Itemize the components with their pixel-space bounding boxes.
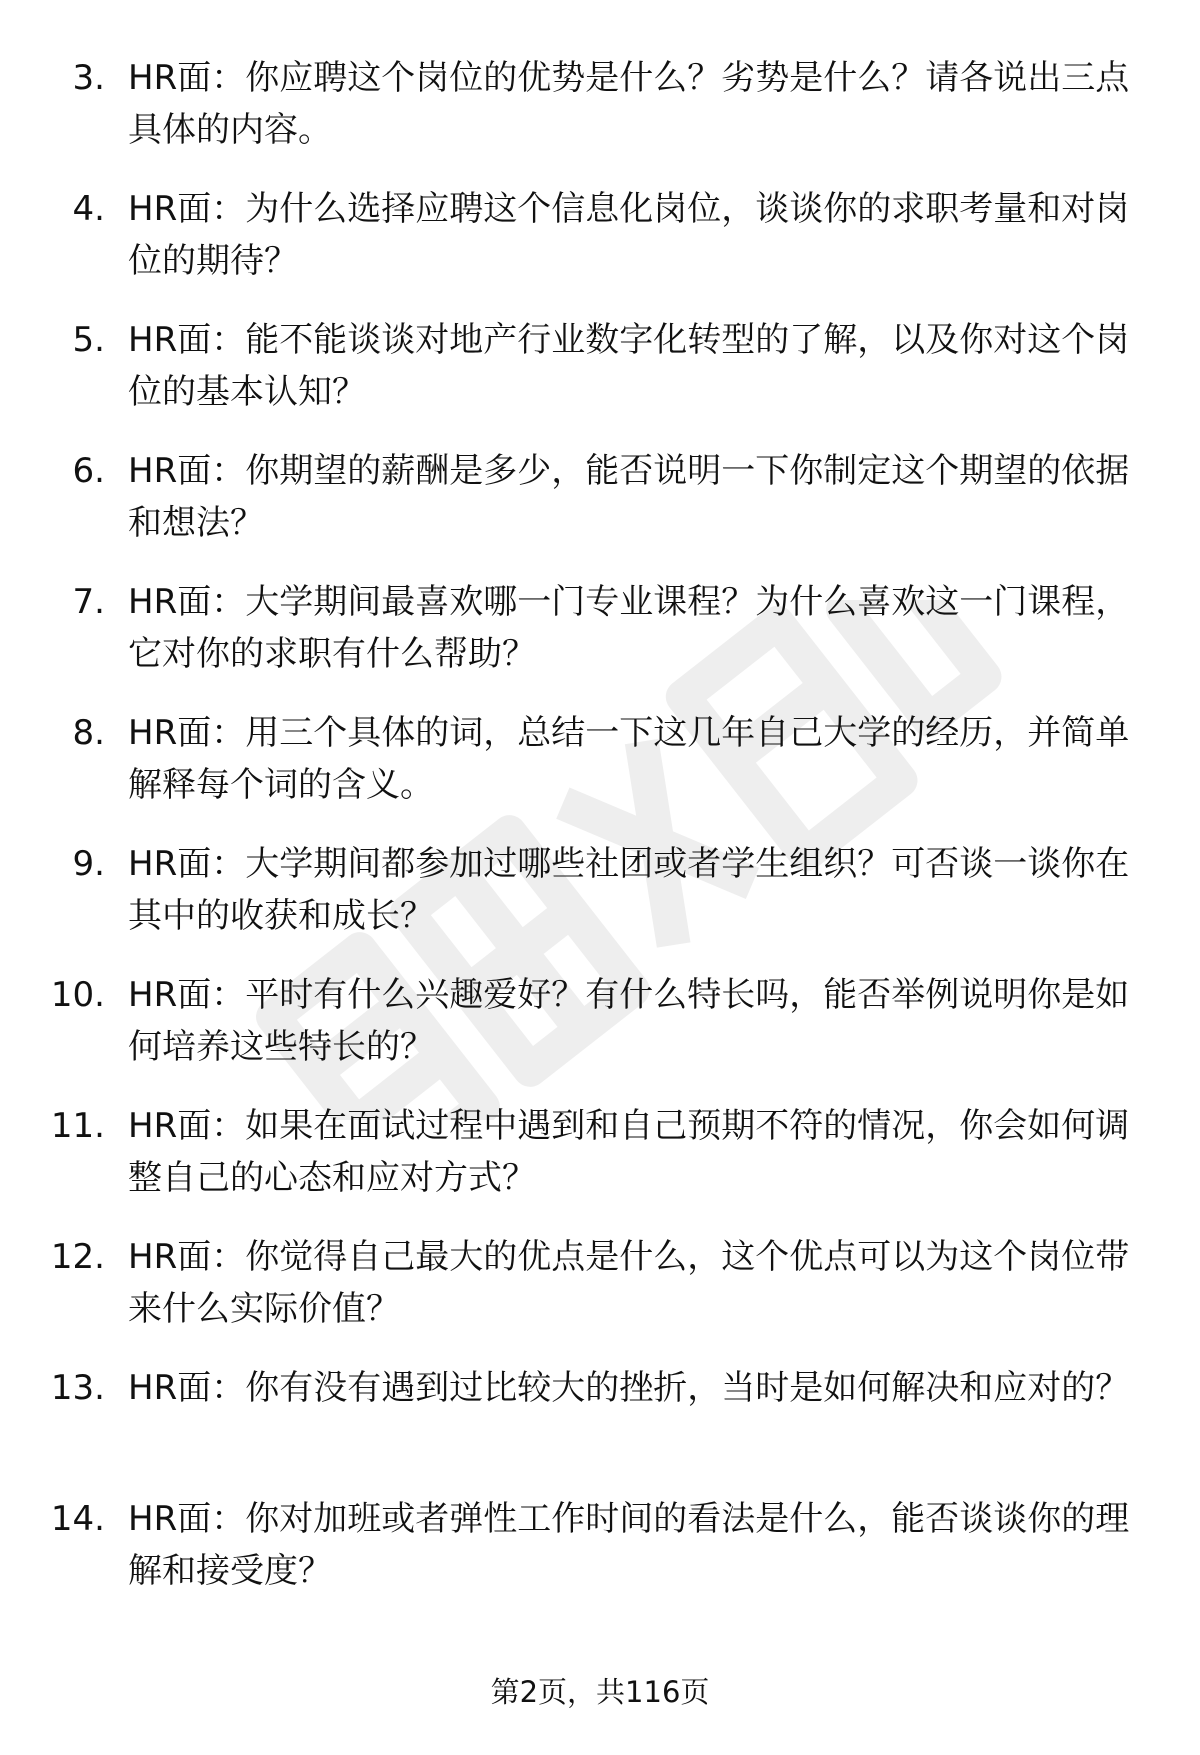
list-item (0, 314, 1200, 445)
list-item (0, 707, 1200, 838)
question-number: 10. (50, 975, 105, 1015)
question-text: HR面：你觉得自己最大的优点是什么，这个优点可以为这个岗位带来什么实际价值？ (128, 1237, 1130, 1329)
question-text: HR面：为什么选择应聘这个信息化岗位，谈谈你的求职考量和对岗位的期待？ (128, 189, 1130, 281)
question-text: HR面：你对加班或者弹性工作时间的看法是什么，能否谈谈你的理解和接受度？ (128, 1499, 1130, 1591)
question-number: 9. (72, 844, 105, 884)
question-text: HR面：你有没有遇到过比较大的挫折，当时是如何解决和应对的？ (128, 1368, 1130, 1408)
question-list (0, 52, 1200, 1624)
question-number: 7. (72, 582, 105, 622)
question-number: 8. (72, 713, 105, 753)
list-item (0, 969, 1200, 1100)
question-text: HR面：平时有什么兴趣爱好？有什么特长吗，能否举例说明你是如何培养这些特长的？ (128, 975, 1130, 1067)
question-text: HR面：你期望的薪酬是多少，能否说明一下你制定这个期望的依据和想法？ (128, 451, 1130, 543)
list-item (0, 1493, 1200, 1624)
question-number: 6. (72, 451, 105, 491)
list-item (0, 1362, 1200, 1493)
question-number: 14. (50, 1499, 105, 1539)
question-number: 13. (50, 1368, 105, 1408)
question-number: 11. (50, 1106, 105, 1146)
question-text: HR面：用三个具体的词，总结一下这几年自己大学的经历，并简单解释每个词的含义。 (128, 713, 1130, 805)
question-text: HR面：如果在面试过程中遇到和自己预期不符的情况，你会如何调整自己的心态和应对方式？ (128, 1106, 1130, 1198)
list-item (0, 1231, 1200, 1362)
question-number: 12. (50, 1237, 105, 1277)
page-footer: 第2页，共116页 (490, 1675, 710, 1709)
question-text: HR面：能不能谈谈对地产行业数字化转型的了解，以及你对这个岗位的基本认知？ (128, 320, 1130, 412)
list-item (0, 1100, 1200, 1231)
question-text: HR面：你应聘这个岗位的优势是什么？劣势是什么？请各说出三点具体的内容。 (128, 58, 1130, 150)
list-item (0, 52, 1200, 183)
list-item (0, 183, 1200, 314)
question-number: 5. (72, 320, 105, 360)
question-text: HR面：大学期间都参加过哪些社团或者学生组织？可否谈一谈你在其中的收获和成长？ (128, 844, 1130, 936)
question-number: 3. (72, 58, 105, 98)
question-text: HR面：大学期间最喜欢哪一门专业课程？为什么喜欢这一门课程，它对你的求职有什么帮助？ (128, 582, 1130, 674)
list-item (0, 445, 1200, 576)
list-item (0, 838, 1200, 969)
list-item (0, 576, 1200, 707)
question-number: 4. (72, 189, 105, 229)
